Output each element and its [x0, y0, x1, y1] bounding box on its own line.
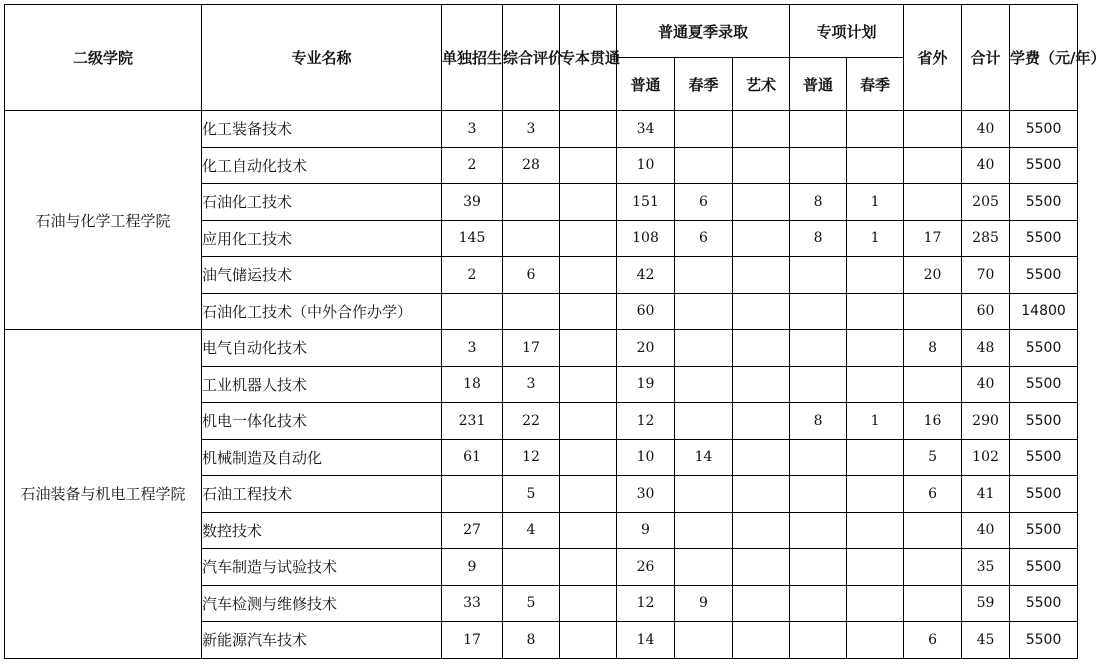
summer-ordinary-cell: 34 [617, 111, 675, 148]
comprehensive-cell: 5 [503, 585, 560, 622]
special-ordinary-cell [790, 476, 847, 513]
independent-cell: 3 [442, 330, 503, 367]
college-cell: 石油装备与机电工程学院 [5, 330, 202, 659]
enrollment-plan-table [4, 4, 1106, 659]
header-summer-ordinary: 普通 [617, 58, 675, 111]
fee-cell: 5500 [1010, 220, 1078, 257]
summer-spring-cell: 6 [675, 184, 733, 221]
summer-art-cell [733, 622, 790, 659]
summer-ordinary-cell: 30 [617, 476, 675, 513]
total-cell: 40 [962, 512, 1010, 549]
major-cell: 应用化工技术 [202, 220, 442, 257]
summer-art-cell [733, 439, 790, 476]
total-cell: 45 [962, 622, 1010, 659]
bachelor-link-cell [560, 147, 617, 184]
fee-cell: 5500 [1010, 366, 1078, 403]
summer-art-cell [733, 512, 790, 549]
comprehensive-cell [503, 549, 560, 586]
comprehensive-cell [503, 184, 560, 221]
out-province-cell [904, 366, 962, 403]
total-cell: 40 [962, 147, 1010, 184]
special-spring-cell [847, 366, 904, 403]
out-province-cell [904, 512, 962, 549]
out-province-cell [904, 111, 962, 148]
bachelor-link-cell [560, 111, 617, 148]
major-cell: 电气自动化技术 [202, 330, 442, 367]
summer-art-cell [733, 549, 790, 586]
summer-ordinary-cell: 26 [617, 549, 675, 586]
summer-spring-cell [675, 111, 733, 148]
table-header [5, 5, 1106, 111]
bachelor-link-cell [560, 220, 617, 257]
independent-cell: 231 [442, 403, 503, 440]
summer-art-cell [733, 111, 790, 148]
total-cell: 70 [962, 257, 1010, 294]
comprehensive-cell: 5 [503, 476, 560, 513]
summer-art-cell [733, 220, 790, 257]
college-cell: 石油与化学工程学院 [5, 111, 202, 330]
independent-cell: 9 [442, 549, 503, 586]
bachelor-link-cell [560, 366, 617, 403]
fee-cell: 5500 [1010, 330, 1078, 367]
independent-cell [442, 476, 503, 513]
special-ordinary-cell: 8 [790, 403, 847, 440]
header-fee: 学费（元/年） [1010, 5, 1078, 111]
summer-ordinary-cell: 60 [617, 293, 675, 330]
summer-art-cell [733, 147, 790, 184]
special-spring-cell [847, 147, 904, 184]
summer-art-cell [733, 184, 790, 221]
special-ordinary-cell [790, 366, 847, 403]
summer-art-cell [733, 476, 790, 513]
header-total: 合计 [962, 5, 1010, 111]
fee-cell: 5500 [1010, 184, 1078, 221]
independent-cell: 61 [442, 439, 503, 476]
special-spring-cell [847, 293, 904, 330]
summer-art-cell [733, 293, 790, 330]
summer-ordinary-cell: 10 [617, 439, 675, 476]
out-province-cell: 20 [904, 257, 962, 294]
total-cell: 48 [962, 330, 1010, 367]
special-ordinary-cell [790, 257, 847, 294]
header-comprehensive: 综合评价 [503, 5, 560, 111]
total-cell: 60 [962, 293, 1010, 330]
independent-cell: 2 [442, 147, 503, 184]
special-ordinary-cell [790, 330, 847, 367]
fee-cell: 14800 [1010, 293, 1078, 330]
fee-cell: 5500 [1010, 585, 1078, 622]
special-spring-cell [847, 257, 904, 294]
total-cell: 40 [962, 366, 1010, 403]
special-spring-cell [847, 622, 904, 659]
summer-spring-cell [675, 622, 733, 659]
comprehensive-cell: 4 [503, 512, 560, 549]
major-cell: 工业机器人技术 [202, 366, 442, 403]
special-ordinary-cell [790, 439, 847, 476]
fee-cell: 5500 [1010, 476, 1078, 513]
comprehensive-cell [503, 220, 560, 257]
special-spring-cell: 1 [847, 184, 904, 221]
out-province-cell: 16 [904, 403, 962, 440]
independent-cell: 39 [442, 184, 503, 221]
table-row [5, 111, 1078, 148]
summer-art-cell [733, 330, 790, 367]
total-cell: 205 [962, 184, 1010, 221]
summer-spring-cell [675, 549, 733, 586]
header-out-province: 省外 [904, 5, 962, 111]
independent-cell: 2 [442, 257, 503, 294]
summer-spring-cell [675, 257, 733, 294]
fee-cell: 5500 [1010, 257, 1078, 294]
bachelor-link-cell [560, 549, 617, 586]
summer-spring-cell: 6 [675, 220, 733, 257]
bachelor-link-cell [560, 257, 617, 294]
major-cell: 油气储运技术 [202, 257, 442, 294]
table-body [5, 111, 1078, 659]
independent-cell: 33 [442, 585, 503, 622]
summer-art-cell [733, 366, 790, 403]
bachelor-link-cell [560, 293, 617, 330]
fee-cell: 5500 [1010, 622, 1078, 659]
special-spring-cell [847, 439, 904, 476]
independent-cell: 17 [442, 622, 503, 659]
special-spring-cell: 1 [847, 403, 904, 440]
total-cell: 35 [962, 549, 1010, 586]
independent-cell [442, 293, 503, 330]
summer-spring-cell [675, 366, 733, 403]
out-province-cell: 17 [904, 220, 962, 257]
header-major: 专业名称 [202, 5, 442, 111]
header-special-spring: 春季 [847, 58, 904, 111]
special-ordinary-cell [790, 512, 847, 549]
summer-spring-cell: 9 [675, 585, 733, 622]
major-cell: 机电一体化技术 [202, 403, 442, 440]
fee-cell: 5500 [1010, 512, 1078, 549]
special-ordinary-cell: 8 [790, 220, 847, 257]
header-summer-group: 普通夏季录取 [617, 5, 790, 58]
total-cell: 40 [962, 111, 1010, 148]
fee-cell: 5500 [1010, 549, 1078, 586]
comprehensive-cell: 22 [503, 403, 560, 440]
header-summer-spring: 春季 [675, 58, 733, 111]
header-summer-art: 艺术 [733, 58, 790, 111]
special-ordinary-cell [790, 622, 847, 659]
fee-cell: 5500 [1010, 403, 1078, 440]
summer-spring-cell [675, 330, 733, 367]
summer-spring-cell [675, 512, 733, 549]
header-independent: 单独招生 [442, 5, 503, 111]
out-province-cell: 5 [904, 439, 962, 476]
total-cell: 102 [962, 439, 1010, 476]
independent-cell: 145 [442, 220, 503, 257]
special-spring-cell [847, 549, 904, 586]
comprehensive-cell: 17 [503, 330, 560, 367]
out-province-cell [904, 549, 962, 586]
special-spring-cell [847, 512, 904, 549]
comprehensive-cell: 3 [503, 111, 560, 148]
special-spring-cell [847, 330, 904, 367]
bachelor-link-cell [560, 184, 617, 221]
comprehensive-cell: 6 [503, 257, 560, 294]
special-spring-cell [847, 476, 904, 513]
special-spring-cell [847, 111, 904, 148]
summer-ordinary-cell: 9 [617, 512, 675, 549]
summer-ordinary-cell: 14 [617, 622, 675, 659]
summer-spring-cell [675, 147, 733, 184]
major-cell: 数控技术 [202, 512, 442, 549]
major-cell: 石油工程技术 [202, 476, 442, 513]
special-ordinary-cell [790, 549, 847, 586]
summer-ordinary-cell: 42 [617, 257, 675, 294]
summer-ordinary-cell: 20 [617, 330, 675, 367]
fee-cell: 5500 [1010, 439, 1078, 476]
table-row [5, 330, 1078, 367]
bachelor-link-cell [560, 585, 617, 622]
major-cell: 汽车制造与试验技术 [202, 549, 442, 586]
summer-ordinary-cell: 151 [617, 184, 675, 221]
summer-ordinary-cell: 12 [617, 585, 675, 622]
bachelor-link-cell [560, 622, 617, 659]
bachelor-link-cell [560, 476, 617, 513]
out-province-cell [904, 293, 962, 330]
summer-art-cell [733, 257, 790, 294]
out-province-cell [904, 147, 962, 184]
total-cell: 285 [962, 220, 1010, 257]
comprehensive-cell: 8 [503, 622, 560, 659]
total-cell: 59 [962, 585, 1010, 622]
summer-spring-cell: 14 [675, 439, 733, 476]
fee-cell: 5500 [1010, 111, 1078, 148]
major-cell: 机械制造及自动化 [202, 439, 442, 476]
major-cell: 石油化工技术（中外合作办学） [202, 293, 442, 330]
major-cell: 化工装备技术 [202, 111, 442, 148]
summer-ordinary-cell: 108 [617, 220, 675, 257]
header-bachelor-link: 专本贯通 [560, 5, 617, 111]
header-college: 二级学院 [5, 5, 202, 111]
comprehensive-cell [503, 293, 560, 330]
special-ordinary-cell [790, 147, 847, 184]
special-ordinary-cell [790, 585, 847, 622]
out-province-cell [904, 184, 962, 221]
total-cell: 41 [962, 476, 1010, 513]
special-spring-cell: 1 [847, 220, 904, 257]
header-special-ordinary: 普通 [790, 58, 847, 111]
bachelor-link-cell [560, 512, 617, 549]
comprehensive-cell: 28 [503, 147, 560, 184]
out-province-cell [904, 585, 962, 622]
special-ordinary-cell [790, 293, 847, 330]
major-cell: 新能源汽车技术 [202, 622, 442, 659]
major-cell: 石油化工技术 [202, 184, 442, 221]
independent-cell: 18 [442, 366, 503, 403]
special-spring-cell [847, 585, 904, 622]
comprehensive-cell: 12 [503, 439, 560, 476]
major-cell: 化工自动化技术 [202, 147, 442, 184]
major-cell: 汽车检测与维修技术 [202, 585, 442, 622]
bachelor-link-cell [560, 403, 617, 440]
out-province-cell: 6 [904, 622, 962, 659]
fee-cell: 5500 [1010, 147, 1078, 184]
summer-art-cell [733, 585, 790, 622]
total-cell: 290 [962, 403, 1010, 440]
independent-cell: 3 [442, 111, 503, 148]
out-province-cell: 6 [904, 476, 962, 513]
summer-spring-cell [675, 293, 733, 330]
summer-ordinary-cell: 10 [617, 147, 675, 184]
bachelor-link-cell [560, 330, 617, 367]
independent-cell: 27 [442, 512, 503, 549]
out-province-cell: 8 [904, 330, 962, 367]
bachelor-link-cell [560, 439, 617, 476]
summer-ordinary-cell: 19 [617, 366, 675, 403]
summer-spring-cell [675, 403, 733, 440]
summer-art-cell [733, 403, 790, 440]
header-special-group: 专项计划 [790, 5, 904, 58]
summer-ordinary-cell: 12 [617, 403, 675, 440]
special-ordinary-cell [790, 111, 847, 148]
comprehensive-cell: 3 [503, 366, 560, 403]
special-ordinary-cell: 8 [790, 184, 847, 221]
summer-spring-cell [675, 476, 733, 513]
